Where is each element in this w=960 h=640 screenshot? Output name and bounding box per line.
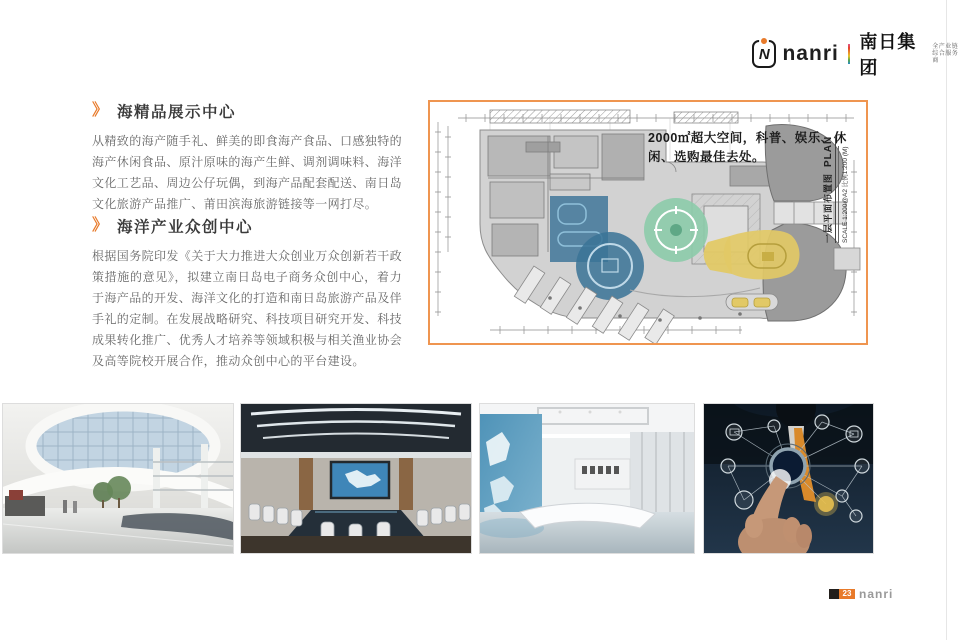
footer-black-block [829,589,839,599]
chevron-marker-icon: 》 [92,102,109,119]
section-body-maker-center: 根据国务院印发《关于大力推进大众创业万众创新若干政策措施的意见》，拟建立南日岛电子商务众创中心，着力于海产品的开发、海洋文化的打造和南日岛旅游产品及伴手礼的定制。在发展战略研究、科技项目研究开发、科技成果转化推广、优秀人才培养等领域积极与相关渔业协会及高等院校开展合作，推动众创中心的平台建设。 [92,249,403,368]
chevron-marker-icon: 》 [92,217,109,234]
page-number: 23 [839,589,855,599]
floor-plan-panel [428,100,868,345]
photo-exhibition-hall [479,403,695,554]
footer-brand: nanri [859,586,894,601]
plan-scale: SCALE 1:200@A2 比例1:200 (M) [838,146,849,243]
plan-side-label [821,93,849,243]
plan-title-en: PLAN [823,135,834,167]
glowing-node [818,496,834,512]
wood-pillar [399,458,413,510]
section-title-text: 海洋产业众创中心 [117,219,254,236]
logo-brand-text: nanri [782,42,839,65]
section-title-text: 海精品展示中心 [117,104,237,121]
logo-monogram-letter: N [758,45,770,63]
logo-orange-dot-icon [761,38,767,44]
hatched-strip [674,112,738,123]
right-small-room [834,248,860,270]
plan-title [821,136,836,243]
logo-tagline-line1: 全产业链 [932,43,959,50]
logo-tagline [932,44,960,65]
section-title-maker-center [92,215,412,237]
carpet [241,536,471,553]
plan-title-cn: 一层平面布置图 [823,172,833,243]
company-logo [752,28,960,80]
page-edge-line [946,0,947,640]
logo-brand-chinese: 南日集团 [859,32,917,78]
plan-annotation: 2000㎡超大空间，科普、娱乐、休闲、选购最佳去处。 [648,131,847,164]
photo-atrium-lobby [2,403,234,554]
photo-touch-network [703,403,874,554]
section-body-exhibition-center: 从精致的海产随手礼、鲜美的即食海产食品、口感独特的海产休闲食品、原汁原味的海产生鲜、调剂调味料、海洋文化工艺品、周边公仔玩偶，到海产品配套配送、南日岛文化旅游产品推广、莆田滨海旅游链接等一网打尽。 [92,134,403,211]
page-footer [829,588,893,599]
wood-pillar [299,458,313,510]
logo-monogram-icon [752,40,776,68]
logo-tagline-line2: 综合服务商 [932,50,959,64]
section-title-exhibition-center [92,100,412,122]
zone-green-circle [644,198,708,262]
logo-rainbow-divider [848,44,851,64]
hatched-strip [490,110,630,123]
photo-conference-room [240,403,472,554]
indoor-tree [107,476,131,500]
